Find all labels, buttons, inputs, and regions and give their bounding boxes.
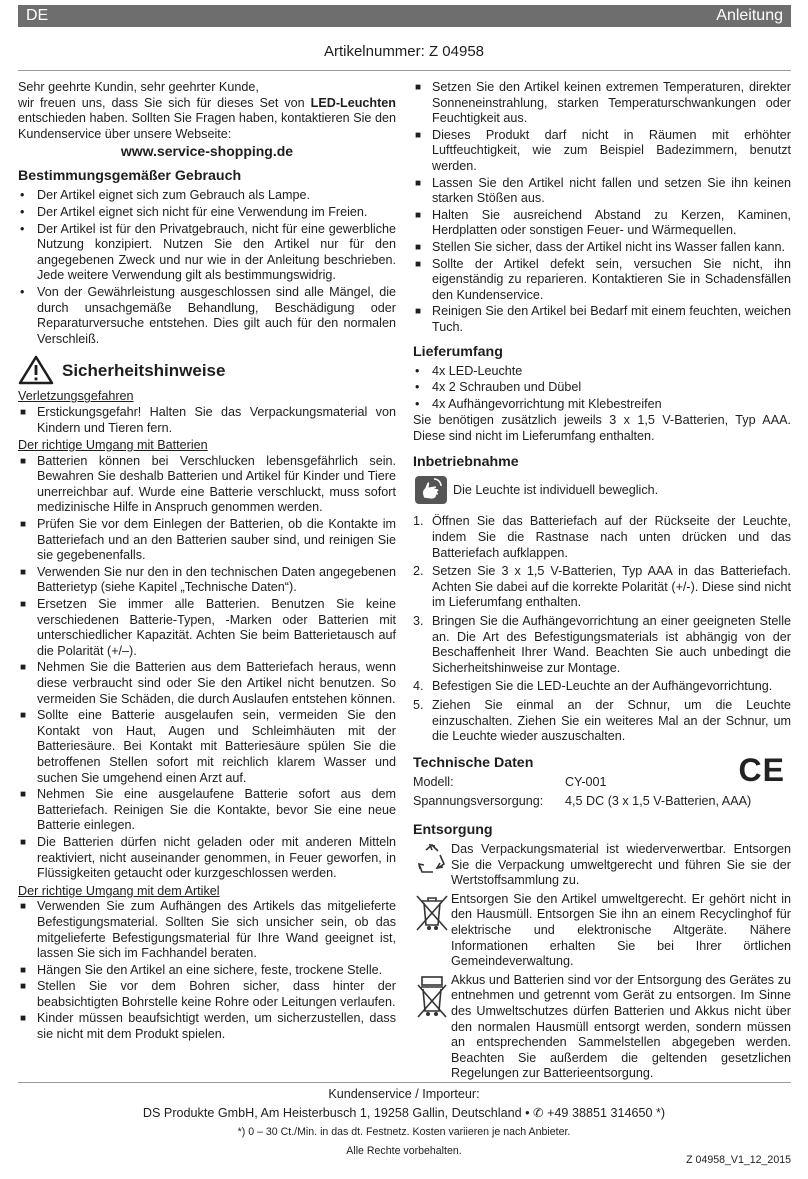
list-item: ■ Prüfen Sie vor dem Einlegen der Batterien, ob die Kontakte im Batteriefach und an den Batterien sauber sind, und reinigen Sie sie gegebenenfalls. [20, 517, 396, 563]
step-item: 1. Öffnen Sie das Batteriefach auf der Rückseite der Leuchte, indem Sie die Rastnase nach unten drücken und das Batteriefach aufklappen. [413, 514, 791, 560]
article-subtitle: Der richtige Umgang mit dem Artikel [18, 883, 220, 898]
article-number: Artikelnummer: Z 04958 [323, 43, 485, 60]
section-title-disposal: Entsorgung [413, 821, 493, 838]
safety-title: Sicherheitshinweise [62, 360, 226, 380]
header-bar [18, 5, 791, 27]
list-item: ■ Die Batterien dürfen nicht geladen oder mit anderen Mitteln reaktiviert, nicht auseinander genommen, in Feuer geworfen, in Flüssigkeiten getaucht oder kurzgeschlossen werden. [20, 834, 396, 881]
greeting: Sehr geehrte Kundin, sehr geehrter Kunde, [18, 80, 259, 94]
tech-block [413, 751, 791, 810]
section-title-use: Bestimmungsgemäßer Gebrauch [18, 168, 242, 185]
footer-service: Kundenservice / Importeur: [328, 1087, 480, 1101]
tech-row-power: Spannungsversorgung: 4,5 DC (3 x 1,5 V-Batterien, AAA) [413, 794, 752, 809]
injury-list [18, 405, 396, 436]
list-item: ■ Ersetzen Sie immer alle Batterien. Benutzen Sie keine verschiedenen Batterie-Typen, -Marken oder Batterien mit unterschiedlicher Kapazität. Achten Sie beim Batterietausch auf die Polarität (+/–). [20, 597, 396, 658]
footer-rights: Alle Rechte vorbehalten. [346, 1145, 462, 1157]
document-type: Anleitung [716, 7, 783, 24]
ce-mark: CE [738, 751, 785, 788]
battery-subtitle: Der richtige Umgang mit Batterien [18, 438, 208, 453]
warning-triangle-icon [18, 355, 54, 385]
list-item: ■ Nehmen Sie eine ausgelaufene Batterie sofort aus dem Batteriefach. Reinigen Sie die Kontakte, bevor Sie eine neue Batterie einlegen. [20, 787, 396, 833]
steps-list [413, 514, 791, 744]
list-item: • Der Artikel ist für den Privatgebrauch, nicht für eine gewerbliche Nutzung konzipiert. Nutzen Sie den Artikel nur für den angegebenen Zweck und nur wie in der Anleitung beschrieben. Jede weitere Verwendung gilt als bestimmungswidrig. [20, 221, 396, 283]
section-title-tech: Technische Daten [413, 754, 534, 771]
step-item: 5. Ziehen Sie einmal an der Schnur, um die Leuchte einzuschalten. Ziehen Sie ein weiteres Mal an der Schnur, um die Leuchte wieder auszuschalten. [413, 698, 791, 744]
list-item: • 4x LED-Leuchte [415, 363, 523, 378]
footer-cost-note: *) 0 – 30 Ct./Min. in das dt. Festnetz. Kosten variieren je nach Anbieter. [237, 1126, 571, 1138]
list-item: ■ Nehmen Sie die Batterien aus dem Batteriefach heraus, wenn diese verbraucht sind oder Sie den Artikel nicht benutzen. So vermeiden Sie Schäden, die durch Auslaufen entstehen können. [20, 660, 396, 706]
list-item: ■ Lassen Sie den Artikel nicht fallen und setzen Sie ihn keinen starken Stößen aus. [415, 175, 791, 206]
footer-address: DS Produkte GmbH, Am Heisterbusch 1, 19258 Gallin, Deutschland • ✆ +49 38851 314650 *) [142, 1106, 666, 1120]
list-item: ■ Dieses Produkt darf nicht in Räumen mit erhöhter Luftfeuchtigkeit, wie zum Beispiel Badezimmern, benutzt werden. [415, 127, 791, 173]
disposal-battery: Akkus und Batterien sind vor der Entsorgung des Gerätes zu entnehmen und getrennt vom Gerät zu entsorgen. Im Sinne des Umweltschutzes dürfen Batterien und Akkus nicht über den normalen Hausmüll entsorgt werden, sondern müssen an entsprechenden Sammelstellen abgegeben werden. Beachten Sie außerdem die geltenden gesetzlichen Regelungen zur Batterieentsorgung. [413, 973, 791, 1082]
list-item: ■ Halten Sie ausreichend Abstand zu Kerzen, Kaminen, Herdplatten oder sonstigen Feuer- und Wärmequellen. [415, 207, 791, 238]
list-item: ■ Reinigen Sie den Artikel bei Bedarf mit einem feuchten, weichen Tuch. [415, 304, 791, 334]
bottom-divider [18, 1082, 791, 1083]
injury-subtitle: Verletzungsgefahren [18, 389, 134, 404]
step-item: 4. Befestigen Sie die LED-Leuchte an der Aufhängevorrichtung. [413, 679, 773, 694]
product-name: LED-Leuchten [310, 95, 396, 110]
tech-row-model: Modell: CY-001 [413, 774, 607, 789]
crossed-bin-icon [413, 892, 451, 934]
list-item: ■ Hängen Sie den Artikel an eine sichere, feste, trockene Stelle. [20, 962, 383, 977]
list-item: ■ Sollte eine Batterie ausgelaufen sein, vermeiden Sie den Kontakt von Haut, Augen und Schleimhäuten mit der Batteriesäure. Bei Kontakt mit Batteriesäure spülen Sie die betroffenen Stellen sofort mit reichlich klarem Wasser und suchen Sie umgehend einen Arzt auf. [20, 708, 396, 785]
delivery-list [413, 364, 791, 413]
list-item: • Der Artikel eignet sich zum Gebrauch als Lampe. [20, 188, 310, 203]
list-item: ■ Verwenden Sie nur den in den technischen Daten angegebenen Batterietyp (siehe Kapitel „Technische Daten“). [20, 564, 396, 595]
disposal-packaging: Das Verpackungsmaterial ist wiederverwertbar. Entsorgen Sie die Verpackung umweltgerecht und führen Sie sie der Wertstoffsammlung zu. [413, 842, 791, 889]
list-item: • Der Artikel eignet sich nicht für eine Verwendung im Freien. [20, 204, 368, 219]
list-item: • Von der Gewährleistung ausgeschlossen sind alle Mängel, die durch unsachgemäße Behandlung, Beschädigung oder Reparaturversuche entstehen. Dies gilt auch für den normalen Verschleiß. [20, 284, 396, 346]
top-divider [18, 70, 791, 71]
step-item: 3. Bringen Sie die Aufhängevorrichtung an einer geeigneten Stelle an. Die Art des Befestigungsmaterials ist abhängig von der Beschaffenheit Ihrer Wand. Beachten Sie auch unbedingt die Sicherheitshinweise zur Montage. [413, 614, 791, 675]
list-item: ■ Kinder müssen beaufsichtigt werden, um sicherzustellen, dass sie nicht mit dem Produkt spielen. [20, 1011, 396, 1042]
list-item: ■ Stellen Sie vor dem Bohren sicher, dass hinter der beabsichtigten Bohrstelle keine Rohre oder Leitungen verlaufen. [20, 979, 396, 1009]
version-code: Z 04958_V1_12_2015 [686, 1154, 791, 1166]
section-title-start: Inbetriebnahme [413, 454, 519, 471]
article-list [18, 899, 396, 1042]
list-item: ■ Setzen Sie den Artikel keinen extremen Temperaturen, direkter Sonneneinstrahlung, starken Temperaturschwankungen oder Feuchtigkeit aus. [415, 80, 791, 126]
list-item: ■ Verwenden Sie zum Aufhängen des Artikels das mitgelieferte Befestigungsmaterial. Sollten Sie sich unsicher sein, ob das mitgelieferte Befestigungsmaterial für Ihre Wand geeignet ist, lassen Sie sich im Fachhandel beraten. [20, 899, 396, 961]
battery-list [18, 454, 396, 882]
step-item: 2. Setzen Sie 3 x 1,5 V-Batterien, Typ AAA in das Batteriefach. Achten Sie dabei auf die korrekte Polarität (+/-). Diese sind nicht im Lieferumfang enthalten. [413, 564, 791, 610]
list-item: ■ Stellen Sie sicher, dass der Artikel nicht ins Wasser fallen kann. [415, 239, 786, 254]
hand-icon [413, 474, 449, 506]
recycle-icon [413, 842, 451, 878]
intro-paragraph: wir freuen uns, dass Sie sich für dieses Set von LED-Leuchten entschieden haben. Sollten Sie Fragen haben, kontaktieren Sie den Kundenservice über unsere Webseite: [18, 95, 396, 141]
list-item: ■ Erstickungsgefahr! Halten Sie das Verpackungsmaterial von Kindern und Tieren fern. [20, 404, 396, 435]
list-item: ■ Batterien können bei Verschlucken lebensgefährlich sein. Bewahren Sie deshalb Batterien und Artikel für Kinder und Tiere unerreichbar auf. Wurde eine Batterie verschluckt, muss sofort medizinische Hilfe in Anspruch genommen werden. [20, 453, 396, 515]
section-title-delivery: Lieferumfang [413, 343, 503, 360]
list-item: ■ Sollte der Artikel defekt sein, versuchen Sie nicht, ihn eigenständig zu reparieren. Kontaktieren Sie in Schadensfällen den Kundenservice. [415, 256, 791, 302]
battery-bin-icon [413, 973, 451, 1021]
list-item: • 4x 2 Schrauben und Dübel [415, 380, 582, 395]
movable-note: Die Leuchte ist individuell beweglich. [413, 474, 791, 506]
delivery-note: Sie benötigen zusätzlich jeweils 3 x 1,5 V-Batterien, Typ AAA. Diese sind nicht im Lieferumfang enthalten. [413, 413, 791, 443]
use-list [18, 188, 396, 347]
left-column [18, 80, 396, 1044]
list-item: • 4x Aufhängevorrichtung mit Klebestreifen [415, 396, 662, 411]
website-link[interactable]: www.service-shopping.de [120, 143, 294, 160]
language-label: DE [26, 7, 49, 24]
safety-heading [18, 355, 396, 385]
right-column [413, 80, 791, 1085]
safety-list-continued [413, 80, 791, 336]
disposal-weee: Entsorgen Sie den Artikel umweltgerecht. Er gehört nicht in den Hausmüll. Entsorgen Sie ihn an einem Recyclinghof für elektrische und elektronische Altgeräte. Nähere Informationen erhalten Sie bei Ihrer örtlichen Gemeindeverwaltung. [413, 892, 791, 970]
